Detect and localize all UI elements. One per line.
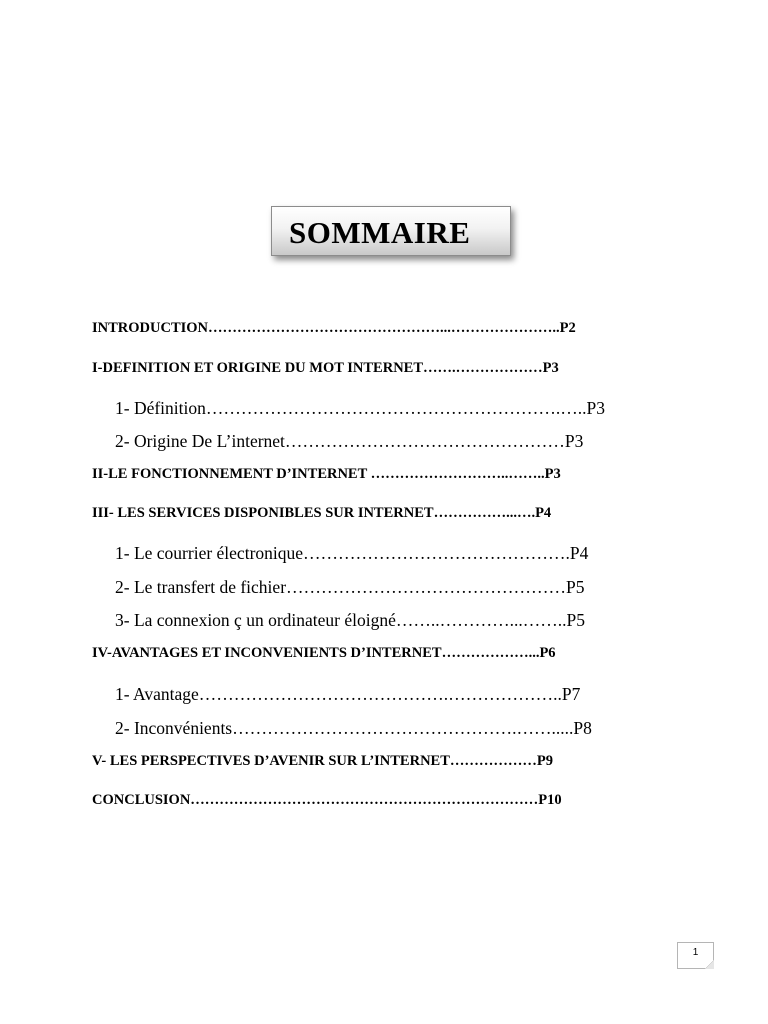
toc-entry-courrier: 1- Le courrier électronique……………………………………….P4	[115, 543, 589, 563]
toc-entry-section-4: IV-AVANTAGES ET INCONVENIENTS D’INTERNET………………...P6	[92, 645, 556, 661]
toc-entry-section-3: III- LES SERVICES DISPONIBLES SUR INTERNET……………...….P4	[92, 505, 552, 521]
page-number: 1	[692, 947, 699, 958]
title-box	[271, 206, 511, 256]
toc-entry-conclusion: CONCLUSION………………………………………………………………P10	[92, 792, 562, 808]
toc-entry-section-1: I-DEFINITION ET ORIGINE DU MOT INTERNET…….………………P3	[92, 360, 559, 376]
toc-entry-connexion: 3- La connexion ç un ordinateur éloigné……..…………...……..P5	[115, 610, 585, 630]
toc-entry-introduction: INTRODUCTION…………………………………………...…………………..P2	[92, 320, 576, 336]
toc-entry-section-2: II-LE FONCTIONNEMENT D’INTERNET ………………………..……..P3	[92, 466, 561, 482]
page-curl-icon	[705, 960, 714, 969]
page-title: SOMMAIRE	[289, 215, 471, 250]
toc-entry-section-5: V- LES PERSPECTIVES D’AVENIR SUR L’INTERNET………………P9	[92, 753, 553, 769]
page-number-badge	[677, 942, 714, 969]
toc-entry-transfert: 2- Le transfert de fichier…………………………………………P5	[115, 577, 585, 597]
toc-entry-origine: 2- Origine De L’internet…………………………………………P3	[115, 431, 584, 451]
toc-entry-inconvenients: 2- Inconvénients………………………………………….…….....P8	[115, 718, 592, 738]
toc-entry-avantage: 1- Avantage…………………………………….………………..P7	[115, 684, 581, 704]
toc-entry-definition: 1- Définition…………………………………………………….…..P3	[115, 398, 605, 418]
